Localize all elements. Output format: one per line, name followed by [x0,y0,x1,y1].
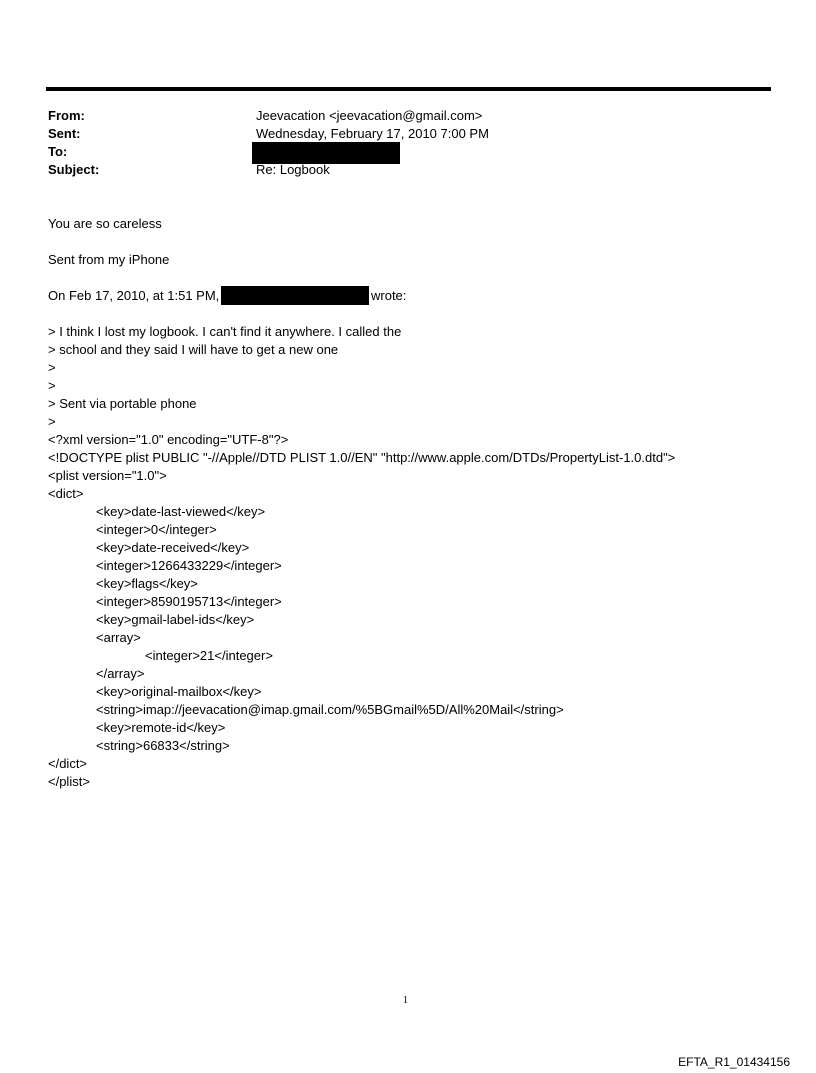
message-line: You are so careless [48,216,162,231]
quote-intro-prefix: On Feb 17, 2010, at 1:51 PM, [48,288,220,303]
quoted-line: > [48,360,56,375]
document-id: EFTA_R1_01434156 [678,1055,790,1069]
xml-line: <integer>21</integer> [145,648,273,663]
xml-line: <!DOCTYPE plist PUBLIC "-//Apple//DTD PLIST 1.0//EN" "http://www.apple.com/DTDs/PropertyList-1.0.dtd"> [48,450,676,465]
quoted-line: > [48,414,56,429]
quoted-line: > Sent via portable phone [48,396,197,411]
xml-line: <key>date-last-viewed</key> [96,504,266,519]
quote-intro-suffix: wrote: [371,288,407,303]
xml-line: <key>remote-id</key> [96,720,226,735]
sender-redaction [221,286,369,305]
xml-line: <key>flags</key> [96,576,198,591]
from-label: From: [48,108,85,123]
xml-line: <key>date-received</key> [96,540,250,555]
xml-line: <string>66833</string> [96,738,230,753]
to-label: To: [48,144,68,159]
quoted-line: > I think I lost my logbook. I can't find it anywhere. I called the [48,324,402,339]
xml-line: <key>original-mailbox</key> [96,684,262,699]
subject-label: Subject: [48,162,100,177]
xml-line: <plist version="1.0"> [48,468,167,483]
page-number: 1 [403,995,408,1006]
xml-line: <string>imap://jeevacation@imap.gmail.com/%5BGmail%5D/All%20Mail</string> [96,702,564,717]
xml-line: <dict> [48,486,84,501]
xml-line: </plist> [48,774,90,789]
xml-line: </dict> [48,756,88,771]
from-value: Jeevacation <jeevacation@gmail.com> [256,108,483,123]
xml-line: <integer>0</integer> [96,522,217,537]
subject-value: Re: Logbook [256,162,330,177]
signature-line: Sent from my iPhone [48,252,170,267]
xml-line: <key>gmail-label-ids</key> [96,612,255,627]
xml-line: <integer>8590195713</integer> [96,594,282,609]
sent-label: Sent: [48,126,81,141]
quoted-line: > [48,378,56,393]
quoted-line: > school and they said I will have to get a new one [48,342,339,357]
xml-line: </array> [96,666,145,681]
header-rule [46,87,771,91]
xml-line: <?xml version="1.0" encoding="UTF-8"?> [48,432,289,447]
xml-line: <integer>1266433229</integer> [96,558,282,573]
xml-line: <array> [96,630,141,645]
sent-value: Wednesday, February 17, 2010 7:00 PM [256,126,489,141]
